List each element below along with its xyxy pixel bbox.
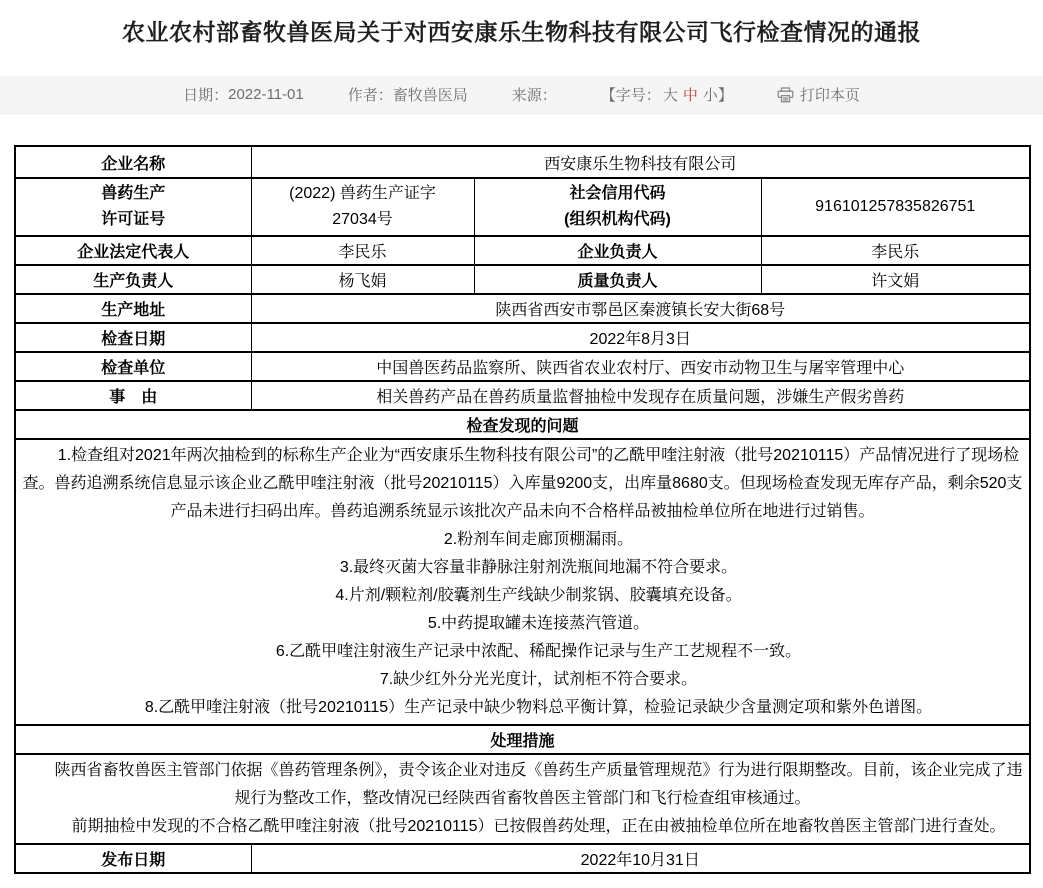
meta-date xyxy=(183,84,304,105)
problem-item: 2.粉剂车间走廊顶棚漏雨。 xyxy=(443,531,634,548)
meta-author-value: 畜牧兽医局 xyxy=(392,87,468,104)
meta-bar xyxy=(0,76,1043,114)
row-reason xyxy=(15,381,1030,410)
credit-code-label-line2: (组织机构代码) xyxy=(564,211,671,228)
problem-item: 3.最终灭菌大容量非静脉注射剂洗瓶间地漏不符合要求。 xyxy=(339,559,738,576)
reason-label: 事 由 xyxy=(15,381,251,410)
problem-item: 7.缺少红外分光光度计，试剂柜不符合要求。 xyxy=(379,671,698,688)
problem-item: 5.中药提取罐未连接蒸汽管道。 xyxy=(427,615,650,632)
row-legal-rep xyxy=(15,236,1030,265)
measure-paragraph: 前期抽检中发现的不合格乙酰甲喹注射液（批号20210115）已按假兽药处理，正在由被抽检单位所在地畜牧兽医主管部门进行查处。 xyxy=(71,818,1006,835)
font-size-suffix: 】 xyxy=(717,87,733,104)
company-head-label: 企业负责人 xyxy=(474,236,761,265)
print-page-button[interactable] xyxy=(777,84,860,105)
quality-head-value: 许文娟 xyxy=(761,265,1030,294)
license-label-line1: 兽药生产 xyxy=(101,185,166,202)
row-license-credit xyxy=(15,178,1030,236)
font-size-control xyxy=(601,84,733,105)
license-value xyxy=(251,178,474,236)
license-label-line2: 许可证号 xyxy=(101,211,166,228)
row-address xyxy=(15,294,1030,323)
row-measures-header xyxy=(15,725,1030,754)
font-size-medium-button[interactable]: 中 xyxy=(682,87,698,104)
inspection-report-table xyxy=(14,145,1031,874)
row-company-name xyxy=(15,146,1030,178)
license-value-line1: (2022) 兽药生产证字 xyxy=(289,185,436,202)
credit-code-value: 916101257835826751 xyxy=(761,178,1030,236)
font-size-large-button[interactable]: 大 xyxy=(662,87,678,104)
publish-date-value: 2022年10月31日 xyxy=(251,844,1030,873)
problem-item: 6.乙酰甲喹注射液生产记录中浓配、稀配操作记录与生产工艺规程不一致。 xyxy=(275,643,802,660)
row-problems-header xyxy=(15,410,1030,439)
meta-date-label: 日期： xyxy=(183,87,229,104)
problem-item: 8.乙酰甲喹注射液（批号20210115）生产记录中缺少物料总平衡计算，检验记录缺少含量测定项和紫外色谱图。 xyxy=(144,699,933,716)
inspection-date-label: 检查日期 xyxy=(15,323,251,352)
print-page-label: 打印本页 xyxy=(799,87,860,104)
row-inspection-date xyxy=(15,323,1030,352)
row-inspection-units xyxy=(15,352,1030,381)
company-name-value: 西安康乐生物科技有限公司 xyxy=(251,146,1030,178)
reason-value: 相关兽药产品在兽药质量监督抽检中发现存在质量问题，涉嫌生产假劣兽药 xyxy=(251,381,1030,410)
address-label: 生产地址 xyxy=(15,294,251,323)
inspection-units-label: 检查单位 xyxy=(15,352,251,381)
inspection-date-value: 2022年8月3日 xyxy=(251,323,1030,352)
meta-author-label: 作者： xyxy=(347,87,393,104)
address-value: 陕西省西安市鄠邑区秦渡镇长安大街68号 xyxy=(251,294,1030,323)
problem-item: 1.检查组对2021年两次抽检到的标称生产企业为“西安康乐生物科技有限公司”的乙酰甲喹注射液（批号20210115）产品情况进行了现场检查。兽药追溯系统信息显示该企业乙酰甲喹注射液（批号20210115）入库量9200支，出库量8680支。但现场检查发现无库存产品，剩余520支产品未进行扫码出库。兽药追溯系统显示该批次产品未向不合格样品被抽检单位所在地进行过销售。 xyxy=(22,447,1023,520)
problems-header: 检查发现的问题 xyxy=(15,410,1030,439)
legal-rep-label: 企业法定代表人 xyxy=(15,236,251,265)
company-head-value: 李民乐 xyxy=(761,236,1030,265)
publish-date-label: 发布日期 xyxy=(15,844,251,873)
credit-code-label-line1: 社会信用代码 xyxy=(569,185,666,202)
quality-head-label: 质量负责人 xyxy=(474,265,761,294)
measures-header: 处理措施 xyxy=(15,725,1030,754)
production-head-label: 生产负责人 xyxy=(15,265,251,294)
credit-code-label xyxy=(474,178,761,236)
legal-rep-value: 李民乐 xyxy=(251,236,474,265)
measure-paragraph: 陕西省畜牧兽医主管部门依据《兽药管理条例》，责令该企业对违反《兽药生产质量管理规范》行为进行限期整改。目前，该企业完成了违规行为整改工作，整改情况已经陕西省畜牧兽医主管部门和飞行检查组审核通过。 xyxy=(54,762,1023,807)
row-production-quality xyxy=(15,265,1030,294)
company-name-label: 企业名称 xyxy=(15,146,251,178)
meta-source xyxy=(512,84,557,105)
problems-body xyxy=(15,439,1030,725)
measures-body xyxy=(15,754,1030,844)
page-title: 农业农村部畜牧兽医局关于对西安康乐生物科技有限公司飞行检查情况的通报 xyxy=(122,19,921,45)
license-label xyxy=(15,178,251,236)
inspection-units-value: 中国兽医药品监察所、陕西省农业农村厅、西安市动物卫生与屠宰管理中心 xyxy=(251,352,1030,381)
printer-icon xyxy=(777,87,794,103)
license-value-line2: 27034号 xyxy=(332,211,393,228)
font-size-small-button[interactable]: 小 xyxy=(702,87,718,104)
font-size-prefix: 【字号： xyxy=(600,87,661,104)
production-head-value: 杨飞娟 xyxy=(251,265,474,294)
meta-source-label: 来源： xyxy=(511,87,557,104)
row-publish-date xyxy=(15,844,1030,873)
row-measures-body xyxy=(15,754,1030,844)
meta-date-value: 2022-11-01 xyxy=(228,86,304,103)
row-problems-body xyxy=(15,439,1030,725)
problem-item: 4.片剂/颗粒剂/胶囊剂生产线缺少制浆锅、胶囊填充设备。 xyxy=(335,587,742,604)
meta-author xyxy=(348,84,468,105)
